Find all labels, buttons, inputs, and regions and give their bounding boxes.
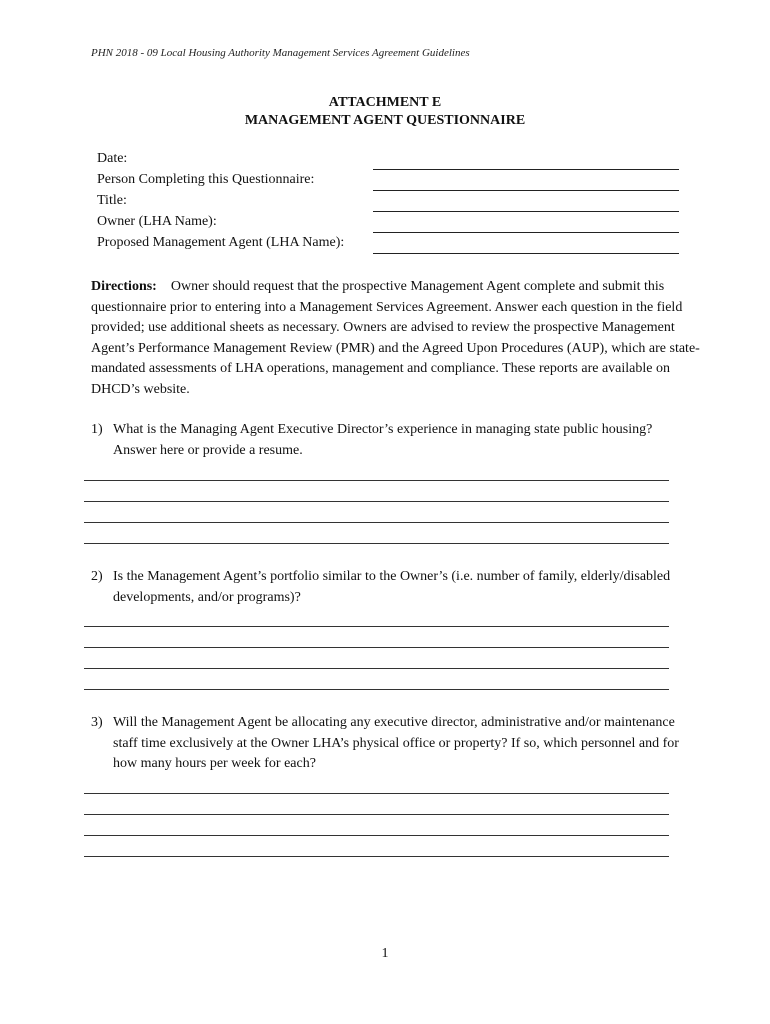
person-completing-field[interactable]	[373, 190, 679, 191]
answer-line[interactable]	[84, 647, 669, 648]
answer-line[interactable]	[84, 856, 669, 857]
question-number: 2)	[91, 569, 103, 584]
answer-line[interactable]	[84, 543, 669, 544]
question-number: 1)	[91, 422, 103, 437]
attachment-label: ATTACHMENT E	[328, 95, 442, 110]
answer-line[interactable]	[84, 689, 669, 690]
answer-line[interactable]	[84, 814, 669, 815]
directions-heading: Directions:	[91, 279, 157, 294]
answer-line[interactable]	[84, 668, 669, 669]
answer-line[interactable]	[84, 501, 669, 502]
question-text: Is the Management Agent’s portfolio similar to the Owner’s (i.e. number of family, elderly/disabled developments, and/or programs)?	[113, 569, 671, 605]
document-title: MANAGEMENT AGENT QUESTIONNAIRE	[244, 113, 526, 128]
directions-paragraph	[91, 277, 706, 400]
date-field[interactable]	[373, 169, 679, 170]
directions-text: Owner should request that the prospective Management Agent complete and submit this questionnaire prior to entering into a Management Services Agreement. Answer each question in the field provided; use additional sheets as necessary. Owners are advised to review the prospective Management Agent’s Performance Management Review (PMR) and the Agreed Upon Procedures (AUP), which are state-mandated assessments of LHA operations, management and compliance. These reports are available on DHCD’s website.	[91, 279, 700, 397]
question-text: What is the Managing Agent Executive Director’s experience in managing state public housing? Answer here or provide a resume.	[113, 422, 653, 458]
proposed-agent-field[interactable]	[373, 253, 679, 254]
page-number: 1	[381, 946, 389, 961]
answer-line[interactable]	[84, 793, 669, 794]
proposed-agent-label: Proposed Management Agent (LHA Name):	[97, 235, 345, 250]
person-completing-label: Person Completing this Questionnaire:	[97, 172, 315, 187]
date-label: Date:	[97, 151, 128, 166]
owner-field[interactable]	[373, 232, 679, 233]
title-field[interactable]	[373, 211, 679, 212]
question-2	[91, 567, 681, 608]
answer-line[interactable]	[84, 835, 669, 836]
answer-line[interactable]	[84, 480, 669, 481]
question-1	[91, 420, 681, 461]
answer-line[interactable]	[84, 626, 669, 627]
title-label: Title:	[97, 193, 127, 208]
question-number: 3)	[91, 715, 103, 730]
answer-line[interactable]	[84, 522, 669, 523]
owner-label: Owner (LHA Name):	[97, 214, 217, 229]
question-3	[91, 713, 681, 775]
running-header: PHN 2018 - 09 Local Housing Authority Management Services Agreement Guidelines	[91, 47, 470, 59]
question-text: Will the Management Agent be allocating any executive director, administrative and/or maintenance staff time exclusively at the Owner LHA’s physical office or property? If so, which personnel and for how many hours per week for each?	[113, 715, 679, 771]
